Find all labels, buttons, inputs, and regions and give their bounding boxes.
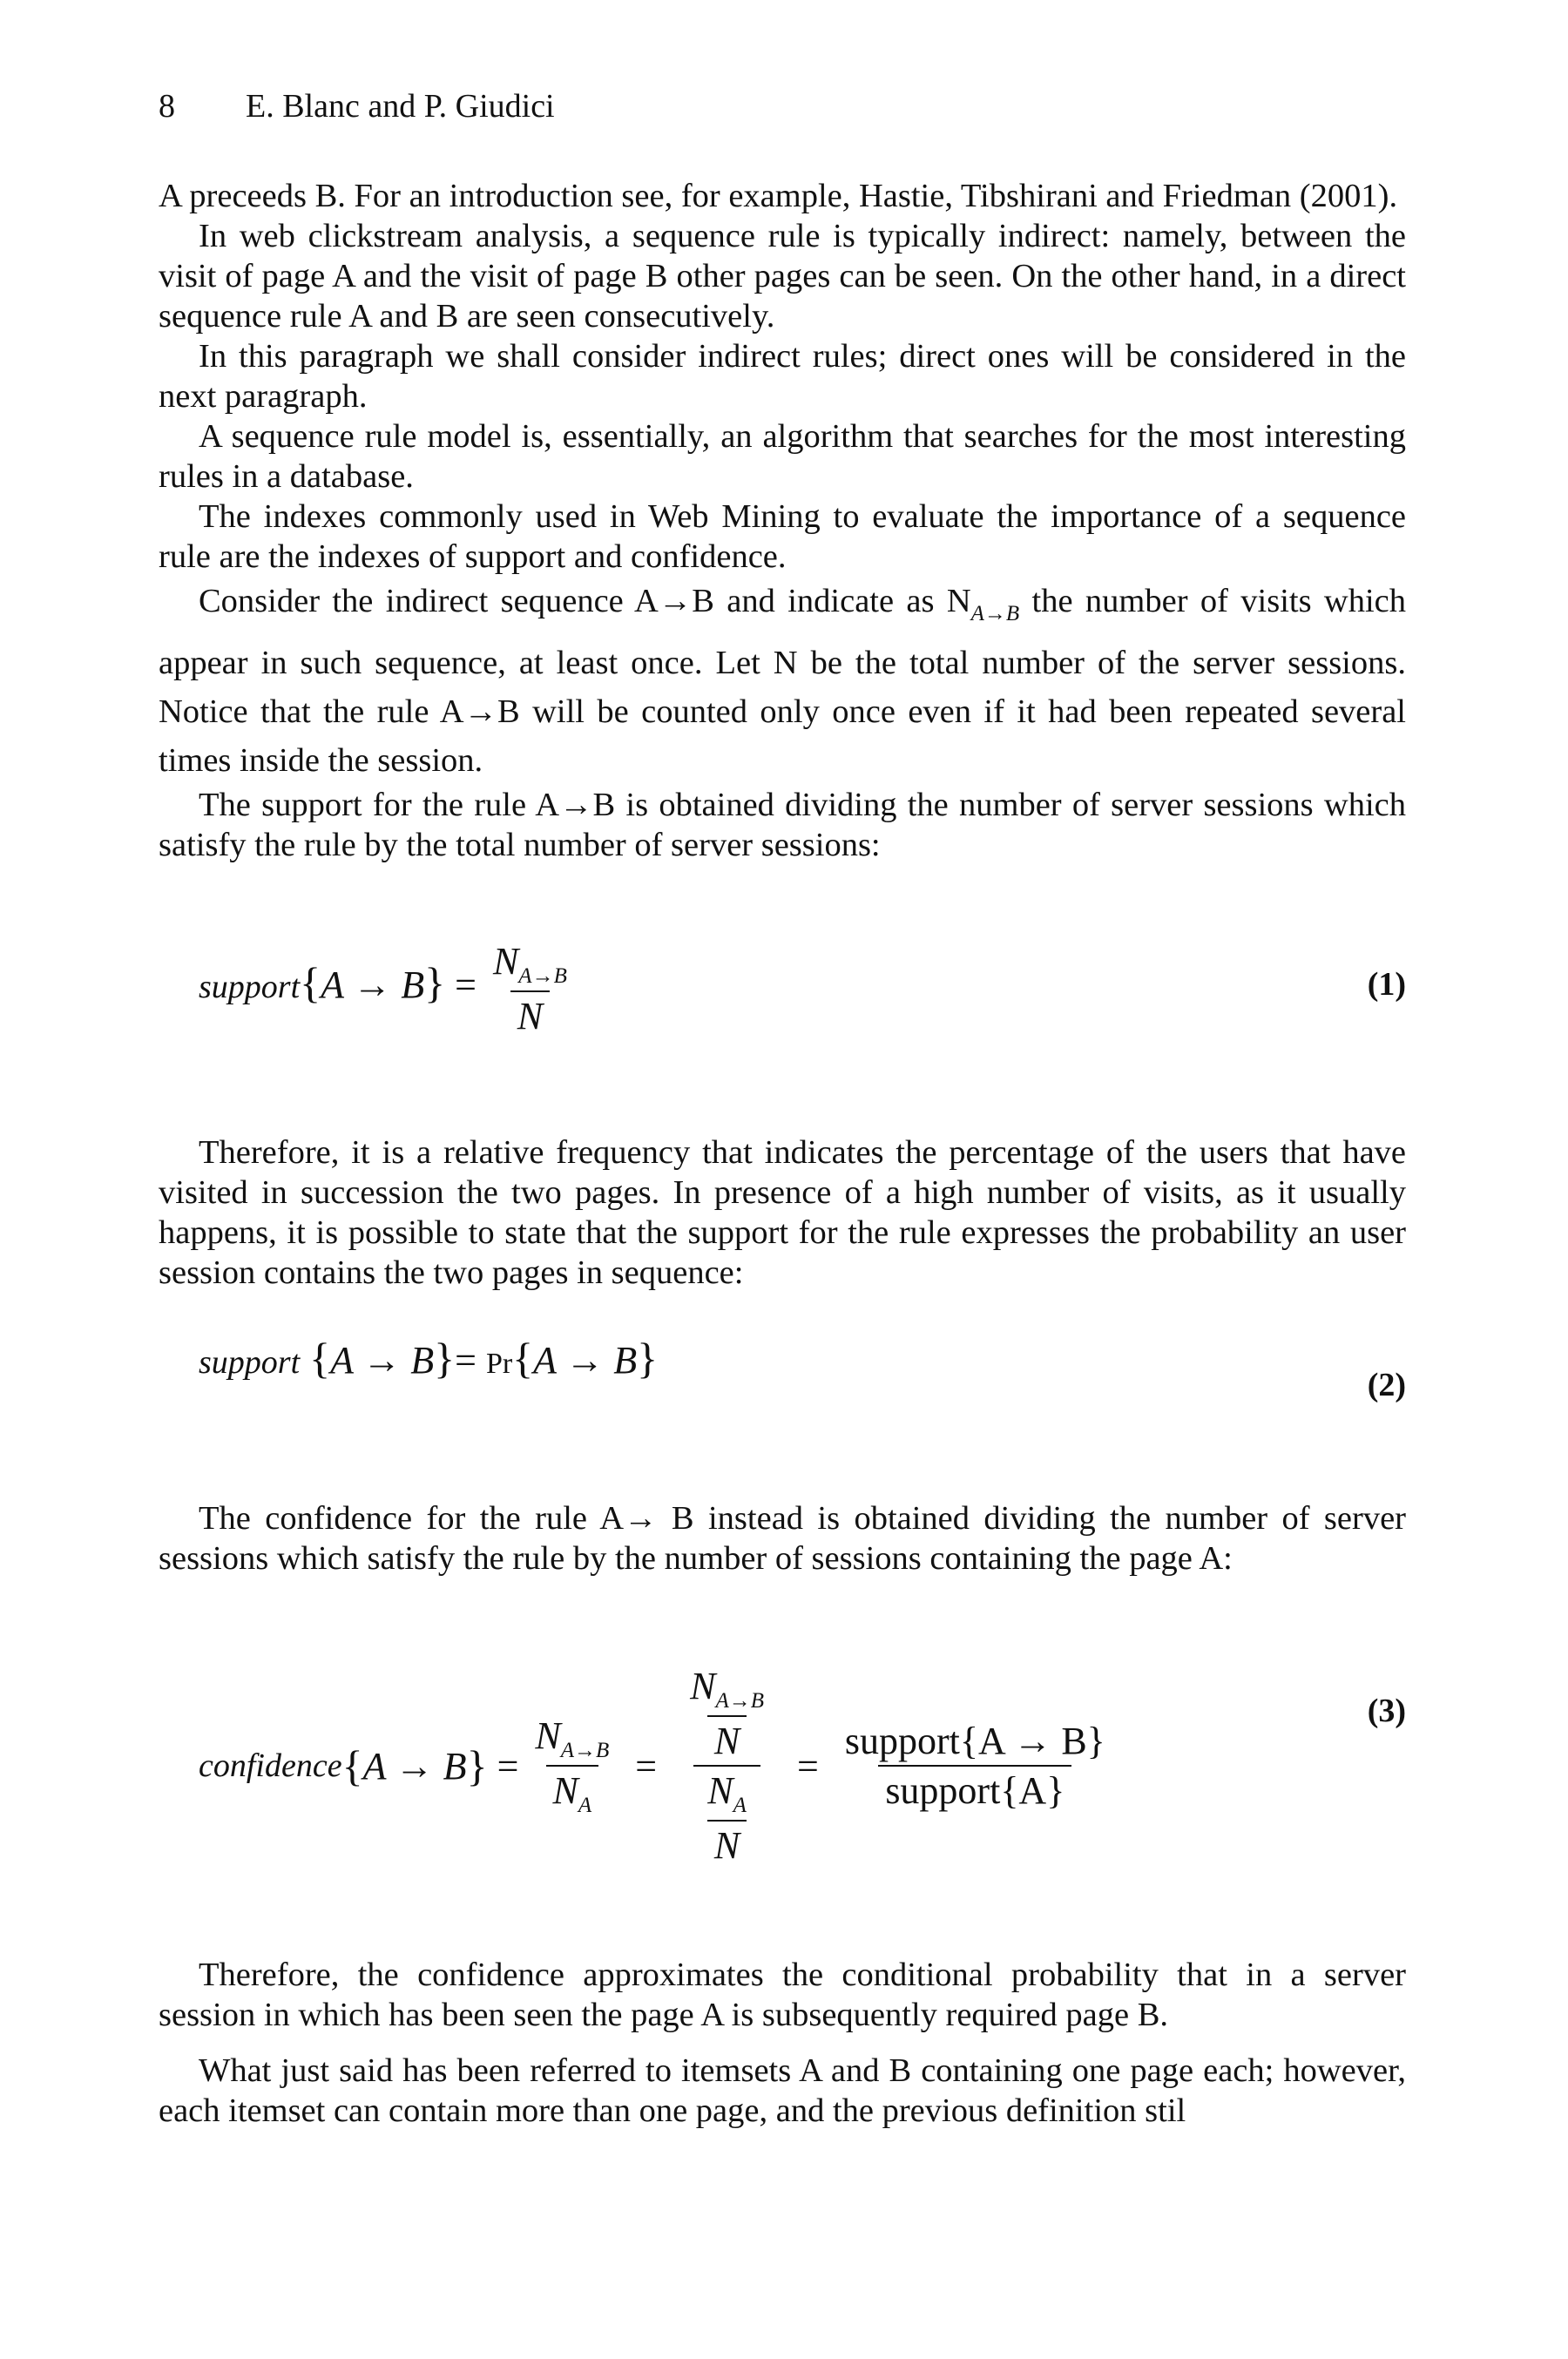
- paragraph: What just said has been referred to itemsets A and B containing one page each; however, each itemset can contain more than one page, and the previous definition stil: [159, 2052, 1406, 2129]
- paragraph: Therefore, the confidence approximates the conditional probability that in a server session in which has been seen the page A is subsequently required page B.: [159, 1957, 1406, 2033]
- equation-number-1: (1): [1367, 966, 1406, 1003]
- paragraph: A preceeds B. For an introduction see, for example, Hastie, Tibshirani and Friedman (2001).: [159, 178, 1398, 214]
- paragraph: The confidence for the rule A→ B instead is obtained dividing the number of server sessions which satisfy the rule by the number of sessions containing the page A:: [159, 1500, 1406, 1577]
- text-block-bottom: [159, 1955, 1406, 2131]
- paragraph: The support for the rule A→B is obtained dividing the number of server sessions which satisfy the rule by the total number of server sessions:: [159, 787, 1406, 863]
- text-block-top: [159, 176, 1406, 865]
- paragraph: Therefore, it is a relative frequency that indicates the percentage of the users that have visited in succession the two pages. In presence of a high number of visits, as it usually happens, it is possible to state that the support for the rule expresses the probability an user session contains the two pages in sequence:: [159, 1134, 1406, 1291]
- paragraph: In web clickstream analysis, a sequence rule is typically indirect: namely, between the visit of page A and the visit of page B other pages can be seen. On the other hand, in a direct sequence rule A and B are seen consecutively.: [159, 218, 1406, 335]
- compound-fraction: $\frac{\frac{N_{A\to B}}{N}}{\frac{N_A}{N}}$: [690, 1665, 765, 1867]
- fraction: $\frac{N_{A\to B}}{N}$: [492, 940, 567, 1038]
- authors: E. Blanc and P. Giudici: [246, 88, 555, 125]
- text-block-confidence: [159, 1498, 1406, 1578]
- paragraph-nab: Consider the indirect sequence A→B and indicate as $N_{A\to B}$ the number of visits which appear in such sequence, at least once. Let N be the total number of the server sessions. Notice that the rule A→B will be counted only once even if it had been repeated several times inside the session.: [159, 583, 1406, 779]
- fraction: $\frac{N_{A\to B}}{N_A}$: [535, 1714, 610, 1817]
- equation-number-3: (3): [1367, 1693, 1406, 1729]
- equation-number-2: (2): [1367, 1367, 1406, 1403]
- equation-3: confidence { A → B } = $\frac{N_{A\to B}}{N_A}$ = $\frac{\frac{N_{A\to B}}{N}}{\frac{N_A}{N}}$ = $\frac{\text{support\{A → B\}}}{\text{support\{A\}}}$: [199, 1664, 1112, 1868]
- paragraph: In this paragraph we shall consider indirect rules; direct ones will be considered in the next paragraph.: [159, 338, 1406, 415]
- running-header: [159, 87, 555, 125]
- equation-1: support{A → B} = $\frac{N_{A\to B}}{N}$: [199, 939, 574, 1038]
- equation-2: support {A → B}= Pr{A → B}: [199, 1334, 659, 1382]
- paragraph: The indexes commonly used in Web Mining to evaluate the importance of a sequence rule are the indexes of support and confidence.: [159, 498, 1406, 575]
- page-number: 8: [159, 88, 175, 125]
- text-block-frequency: [159, 1132, 1406, 1293]
- support-ratio: $\frac{\text{support\{A → B\}}}{\text{support\{A\}}}$: [844, 1720, 1105, 1812]
- paragraph: A sequence rule model is, essentially, an algorithm that searches for the most interesting rules in a database.: [159, 418, 1406, 495]
